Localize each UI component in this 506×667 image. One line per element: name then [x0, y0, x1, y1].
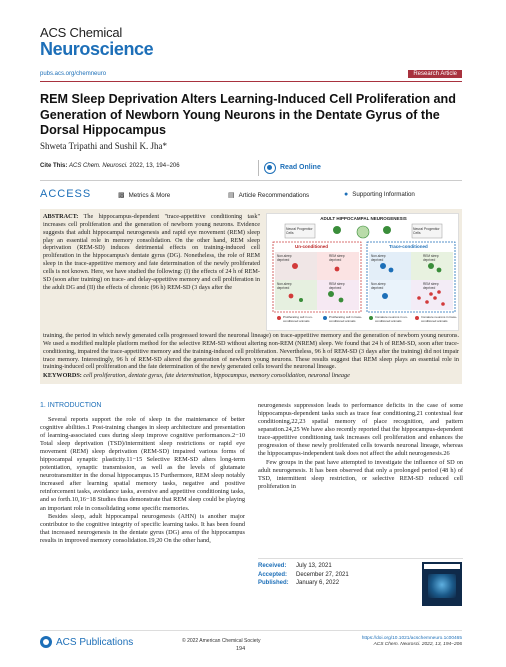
cite-ref[interactable]: 2022, 13, 194−206 [129, 163, 180, 169]
section-heading-introduction: 1. INTRODUCTION [40, 402, 102, 409]
header-divider [40, 81, 462, 82]
publisher-name: ACS Publications [56, 636, 134, 648]
article-title: REM Sleep Deprivation Alters Learning-Induced Cell Proliferation and Generation of Newborn Young Neurons in the Dentate Gyrus of the Dorsal Hippocampus [40, 92, 456, 137]
central-cell [357, 226, 369, 238]
legend-marker-1 [277, 316, 281, 320]
journal-name-line1: ACS Chemical [40, 25, 123, 40]
article-type-badge: Research Article [408, 70, 462, 78]
intro-paragraph-4: Few groups in the past have attempted to investigate the influence of SD on adult neurogenesis. It has been observed that only a prolonged period (48 h) of TSD, intermittent sleep restriction, or selective REM-SD reduced cell proliferation in [258, 459, 463, 491]
legend-label-3: Immature neurons in un-conditioned animals [375, 315, 408, 323]
progenitor-label-right: Neural Progenitor Cells [413, 227, 440, 235]
quad-label-left-rem-sd-2: REM sleep deprived [329, 282, 345, 290]
keywords-list: cell proliferation, dentate gyrus, fate determination, hippocampus, memory consolidation, neuronal lineage [83, 372, 350, 379]
quad-label-right-rem-sd: REM sleep deprived [423, 254, 439, 262]
abstract-label: ABSTRACT: [43, 213, 79, 220]
dates-divider [258, 558, 463, 559]
quad-label-left-non-sd-2: Non-sleep deprived [277, 282, 292, 290]
abstract-text-full: training, the period in which newly generated cells progressed toward the neuronal lineage) on trace-appetitive memory and the generation of newborn young neurons. We used a modified multiple platform method for the selective REM-SD without altering non-REM (NREM) sleep. We found that 24 h of REM-SD, soon after trace-conditioning, impaired the trace-appetitive memory and the training-induced cell proliferation. Nevertheless, 96 h of REM-SD (3 days after the training) did not impair trace memory. Interestingly, 96 h of REM-SD altered the generation of newborn young neurons. These results suggest that REM sleep plays an essential role in training-induced cell proliferation and the fate determination of the newly generated cells toward the neuronal lineage. [43, 332, 459, 371]
supporting-info-icon: ● [344, 191, 349, 198]
article-list-icon: ▤ [228, 192, 235, 199]
cite-separator [258, 160, 259, 176]
page-footer [40, 630, 462, 650]
doi-link[interactable]: https://doi.org/10.1021/acschemneuro.1c00465 [361, 636, 462, 641]
read-online-label: Read Online [280, 164, 321, 171]
legend-marker-2 [323, 316, 327, 320]
acs-logo-icon [40, 636, 52, 648]
panel-left-label: Un-conditioned [295, 244, 328, 249]
keywords-label: KEYWORDS: [43, 372, 82, 379]
quad-label-right-non-sd-2: Non-sleep deprived [371, 282, 386, 290]
access-label: ACCESS [40, 188, 92, 200]
supporting-info-button[interactable] [344, 191, 415, 198]
metrics-button[interactable] [118, 191, 170, 199]
read-online-icon [264, 162, 276, 174]
cite-journal[interactable]: ACS Chem. Neurosci. [69, 163, 128, 169]
cite-bar [40, 160, 462, 176]
published-row: Published: January 6, 2022 [258, 580, 340, 586]
supporting-info-label: Supporting Information [352, 191, 415, 198]
keywords [43, 372, 459, 379]
body-column-right [258, 402, 463, 492]
intro-paragraph-3: neurogenesis suppression leads to performance deficits in the case of some hippocampus-dependent tasks such as trace fear conditioning,21 contextual fear conditioning,22,23 spatial memory of place recognition, and pattern separation.24,25 We have also recently reported that the hippocampus-dependent trace-appetitive conditioning task increases cell proliferation and enhances the progression of these newly proliferated cells towards neuronal lineage, whereas the hippocampus-independent task does not affect the adult neurogenesis.26 [258, 402, 463, 458]
quad-label-left-non-sd: Non-sleep deprived [277, 254, 292, 262]
panel-right-label: Trace-conditioned [389, 244, 428, 249]
progenitor-cell-left [333, 226, 341, 234]
quad-label-right-rem-sd-2: REM sleep deprived [423, 282, 439, 290]
cover-image [428, 574, 456, 598]
access-bar [40, 188, 462, 202]
legend-label-2: Proliferating cell in trace-conditioned animals [329, 315, 363, 323]
legend-marker-3 [369, 316, 373, 320]
bar-chart-icon: ▩ [118, 192, 125, 199]
toc-graphic[interactable] [266, 213, 459, 331]
body-column-left [40, 402, 245, 545]
footer-journal-ref: ACS Chem. Neurosci. 2022, 13, 194−206 [373, 642, 462, 647]
legend-label-1: Proliferating cell in un-conditioned animals [283, 315, 313, 323]
recommendations-label: Article Recommendations [238, 191, 310, 199]
cite-divider [40, 180, 462, 181]
cite-info [40, 163, 180, 169]
cite-label: Cite This: [40, 163, 68, 169]
legend-label-4: Immature neurons in trace-conditioned animals [421, 315, 458, 323]
progenitor-cell-right [383, 226, 391, 234]
cover-masthead [424, 564, 460, 569]
quad-label-left-rem-sd: REM sleep deprived [329, 254, 345, 262]
intro-paragraph-1: Several reports support the role of sleep in the maintenance of better cognitive abilities.1 Post-training changes in sleep architecture and presentation of learning-associated cues during sleep improve cognitive performances.2−10 Total sleep deprivation (TSD)/intermittent sleep restrictions or rapid eye movement (REM) sleep deprivation (REM-SD) impaired various forms of hippocampal synaptic plasticity.11−15 Selective REM-SD alters long-term potentiation, synaptic transmission, as well as the levels of glutamate neurotransmitter in the dorsal hippocampus.15 Furthermore, REM sleep notably increased after learning spatial memory tasks, negative and positive reinforcement tasks, avoidance tasks, aversive and appetitive conditioning tasks, and so forth.10,16−18 Studies thus demonstrate that REM sleep could be playing an important role in consolidating some specific memories. [40, 416, 245, 512]
author-list: Shweta Tripathi and Sushil K. Jha* [40, 141, 168, 151]
header-bar [40, 70, 462, 80]
abstract-text-narrow: ABSTRACT: The hippocampus-dependent "trace-appetitive conditioning task" increases cell proliferation and the generation of newborn young neurons. Evidence suggests that adult hippocampal neurogenesis and rapid eye movement (REM) sleep play an essential role in memory consolidation. On the other hand, REM sleep deprivation (REM-SD) induces detrimental effects on training-induced cell proliferation in the hippocampus's dentate gyrus (DG). Nonetheless, the role of REM sleep in the trace-appetitive memory and fate determination of the newly proliferated cells is not known. Here, we have studied the following: (I) the effects of 24 h of REM-SD (soon after training) on trace- and delay-appetitive memory and cell proliferation in the adult DG and (II) the effects of chronic (96 h) REM-SD (3 days after the [43, 213, 261, 291]
quad-label-right-non-sd: Non-sleep deprived [371, 254, 386, 262]
read-online-button[interactable] [264, 160, 321, 175]
journal-logo [40, 26, 153, 58]
legend-marker-4 [415, 316, 419, 320]
journal-name-line2: Neuroscience [40, 39, 154, 59]
toc-title: ADULT HIPPOCAMPAL NEUROGENESIS [320, 216, 407, 221]
received-row: Received: July 13, 2021 [258, 563, 332, 569]
journal-cover-thumbnail[interactable] [422, 562, 462, 606]
copyright-notice: © 2022 American Chemical Society [182, 638, 261, 644]
acs-publications-logo[interactable] [40, 636, 133, 648]
doi-block [362, 636, 462, 648]
abstract-box [40, 209, 462, 384]
accepted-row: Accepted: December 27, 2021 [258, 571, 349, 578]
intro-paragraph-2: Besides sleep, adult hippocampal neurogenesis (AHN) is another major contributor to the cognitive integrity of specific learning tasks. It has been found that increased neurogenesis in the dentate gyrus (DG) area of the hippocampus results in improved memory consolidation.19,20 On the other hand, [40, 512, 245, 544]
recommendations-button[interactable] [228, 191, 309, 199]
journal-url-link[interactable]: pubs.acs.org/chemneuro [40, 71, 107, 77]
page-number: 194 [236, 646, 246, 652]
metrics-label: Metrics & More [128, 191, 171, 199]
progenitor-label-left: Neural Progenitor Cells [286, 227, 313, 235]
